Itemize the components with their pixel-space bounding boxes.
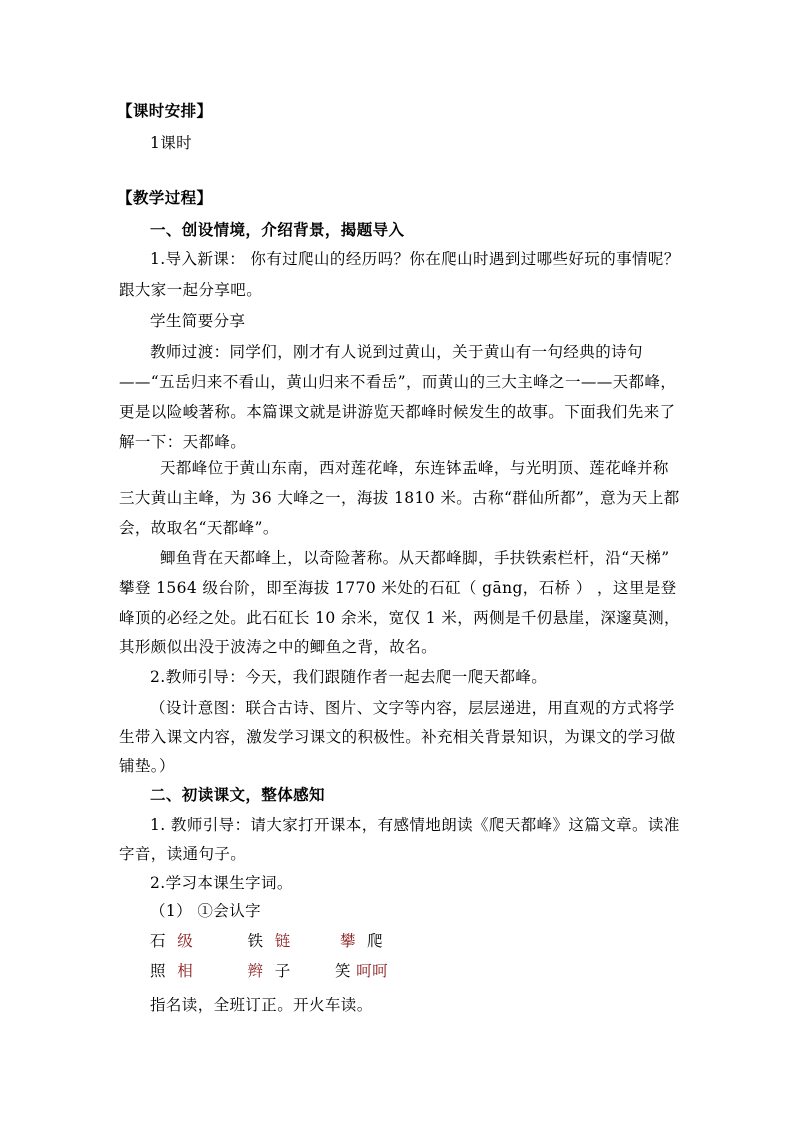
paragraph-line: 解一下：天都峰。 [119,433,247,451]
char-item: 爬 [367,932,384,950]
char-item: 照 [150,962,166,980]
section2-title: 二、初读课文，整体感知 [150,785,325,804]
paragraph-line: 铺垫。） [119,757,175,775]
paragraph-line: 1. 教师引导：请大家打开课本，有感情地朗读《爬天都峰》这篇文章。读准 [150,816,680,834]
paragraph-line: 字音，读通句子。 [119,845,247,863]
paragraph-line: 天都峰位于黄山东南，西对莲花峰，东连钵盂峰，与光明顶、莲花峰并称 [160,459,669,477]
paragraph-line: ——“五岳归来不看山，黄山归来不看岳”，而黄山的三大主峰之一——天都峰， [119,373,677,391]
char-item: 辫 [247,962,264,980]
paragraph-line: 指名读，全班订正。开火车读。 [150,996,373,1014]
paragraph-line: 2.教师引导：今天，我们跟随作者一起去爬一爬天都峰。 [150,668,548,686]
char-item: 级 [177,932,194,950]
paragraph-line: 教师过渡：同学们，刚才有人说到过黄山，关于黄山有一句经典的诗句 [150,343,643,361]
schedule-heading: 【课时安排】 [117,101,213,120]
paragraph-line: 会，故取名“天都峰”。 [119,519,279,537]
char-item: 相 [177,962,194,980]
char-item: 石 [150,932,166,950]
paragraph-line: 峰顶的必经之处。此石矼长 10 余米，宽仅 1 米，两侧是千仞悬崖，深邃莫测， [119,609,680,627]
paragraph-line: 1.导入新课： 你有过爬山的经历吗？你在爬山时遇到过哪些好玩的事情呢？ [150,250,680,268]
paragraph-line: （设计意图：联合古诗、图片、文字等内容，层层递进，用直观的方式将学 [150,699,675,717]
char-item: 呵呵 [356,962,388,980]
character-row-2 [150,960,388,982]
paragraph-line: 学生简要分享 [150,312,246,330]
section1-title: 一、创设情境，介绍背景，揭题导入 [150,220,405,239]
character-row-1 [150,930,383,952]
paragraph-line: 其形颇似出没于波涛之中的鲫鱼之背，故名。 [119,638,438,656]
paragraph-line: 鲫鱼背在天都峰上，以奇险著称。从天都峰脚，手扶铁索栏杆，沿“天梯” [160,549,670,567]
paragraph-line: 三大黄山主峰，为 36 大峰之一，海拔 1810 米。古称“群仙所都”，意为天上都 [119,489,680,507]
char-item: 子 [274,962,291,980]
char-item: 铁 [247,932,264,950]
paragraph-line: 攀登 1564 级台阶，即至海拔 1770 米处的石矼（ gāng，石桥 ） ，这里是登 [119,579,677,597]
char-item: 链 [274,932,291,950]
char-item: 笑 [334,962,351,980]
paragraph-line: 更是以险峻著称。本篇课文就是讲游览天都峰时候发生的故事。下面我们先来了 [119,403,676,421]
char-item: 攀 [339,932,356,950]
paragraph-line: （1） ①会认字 [150,902,261,920]
paragraph-line: 生带入课文内容，激发学习课文的积极性。补充相关背景知识，为课文的学习做 [119,728,676,746]
paragraph-line: 跟大家一起分享吧。 [119,281,263,299]
paragraph-line: 2.学习本课生字词。 [150,874,293,892]
schedule-content: 1课时 [150,134,193,152]
process-heading: 【教学过程】 [117,188,213,207]
